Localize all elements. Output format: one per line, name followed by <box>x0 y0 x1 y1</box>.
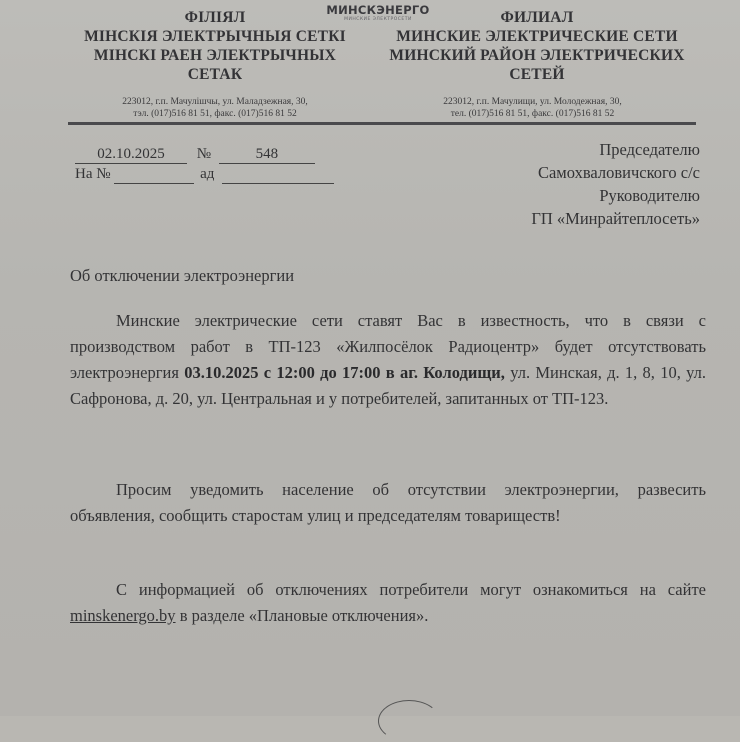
address-right-line2: тел. (017)516 81 51, факс. (017)516 81 52 <box>450 109 615 119</box>
p3-text-end: в разделе «Плановые отключения». <box>175 606 429 625</box>
letterhead-left-line4: СЕТАК <box>187 66 243 83</box>
reply-number <box>114 166 194 184</box>
addressee-line1: Председателю <box>599 140 700 159</box>
letter-subject: Об отключении электроэнергии <box>70 266 295 285</box>
letterhead-left-line2: МІНСКІЯ ЭЛЕКТРЫЧНЫЯ СЕТКІ <box>84 28 346 45</box>
addressee-line4: ГП «Минрайтеплосеть» <box>531 209 700 228</box>
logo-name: МИНСКЭНЕРГО <box>326 3 430 17</box>
header-divider <box>68 122 696 125</box>
letter-number: 548 <box>219 146 315 164</box>
incoming-reference <box>75 166 334 184</box>
signature-mark <box>378 700 440 742</box>
letterhead-left-line1: ФІЛІЯЛ <box>184 9 246 26</box>
p1-text-start: Минские электрические сети ставят Вас в известность, что в связи с производством работ в ТП-123 «Жилпосёлок Радиоцентр» будет отсутствовать электроэнергия <box>70 311 706 382</box>
reply-label: На № <box>75 166 111 182</box>
addressee-block <box>531 138 700 230</box>
p3-text-start: С информацией об отключениях потребители могут ознакомиться на сайте <box>116 580 706 599</box>
from-label: ад <box>200 166 215 182</box>
letterhead-right-line2: МИНСКИЕ ЭЛЕКТРИЧЕСКИЕ СЕТИ <box>396 28 678 45</box>
from-date <box>222 166 334 184</box>
letterhead-left-line3: МІНСКІ РАЕН ЭЛЕКТРЫЧНЫХ <box>93 47 337 64</box>
letterhead-left-belarusian <box>70 8 360 84</box>
paragraph-outage-notice <box>70 308 706 412</box>
logo-subtitle: МИНСКИЕ ЭЛЕКТРОСЕТИ <box>344 17 412 22</box>
number-label: № <box>196 146 212 162</box>
website-link[interactable]: minskenergo.by <box>70 606 176 625</box>
address-right-line1: 223012, г.п. Мачулищи, ул. Молодежная, 30, <box>443 97 622 107</box>
letter-date: 02.10.2025 <box>75 146 187 164</box>
letterhead-right-line4: СЕТЕЙ <box>509 66 565 83</box>
addressee-line2: Самохваловичского с/с <box>537 163 700 182</box>
paragraph-info-link <box>70 577 706 629</box>
letterhead-right-russian <box>378 8 696 84</box>
letterhead-right-line3: МИНСКИЙ РАЙОН ЭЛЕКТРИЧЕСКИХ <box>389 47 685 64</box>
addressee-line3: Руководителю <box>599 186 700 205</box>
p2-text: Просим уведомить население об отсутствии электроэнергии, развесить объявления, сообщить старостам улиц и председателям товариществ! <box>70 480 706 525</box>
paragraph-request <box>70 477 706 529</box>
outgoing-reference <box>75 146 315 164</box>
address-left-line2: тэл. (017)516 81 51, факс. (017)516 81 52 <box>133 109 297 119</box>
letterhead-right-line1: ФИЛИАЛ <box>500 9 574 26</box>
p1-text-end: ул. Минская, д. 1, 8, 10, ул. Сафронова, д. 20, ул. Центральная и у потребителей, запитанных от ТП-123. <box>70 363 707 408</box>
address-left-line1: 223012, г.п. Мачулішчы, ул. Маладзежная, 30, <box>122 97 308 107</box>
address-right <box>420 96 645 120</box>
address-left <box>100 96 330 120</box>
outage-date-location: 03.10.2025 с 12:00 до 17:00 в аг. Колодищи, <box>184 363 505 382</box>
